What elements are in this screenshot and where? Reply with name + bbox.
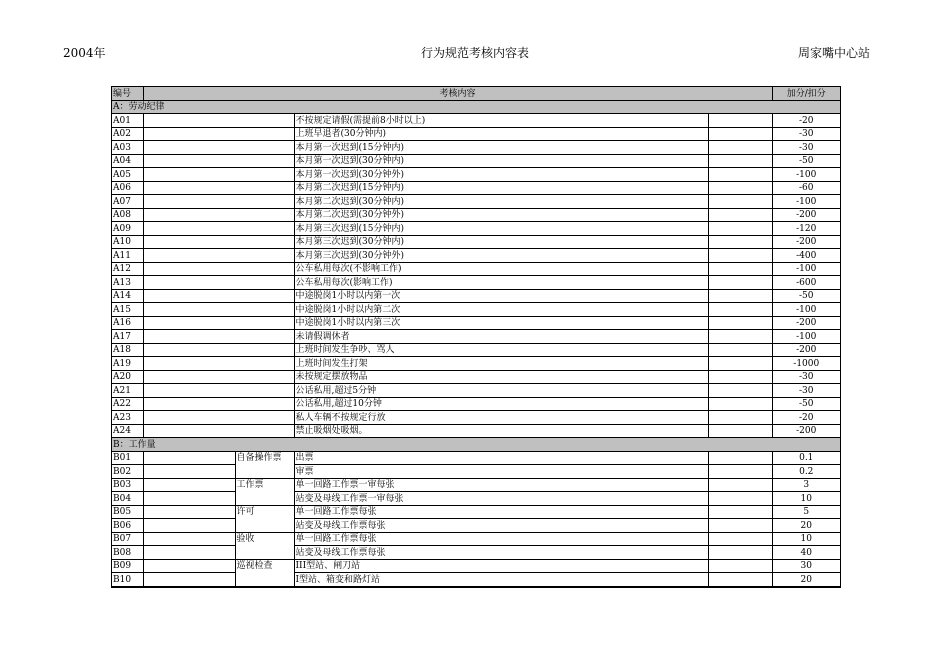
row-code: A02 xyxy=(112,127,143,141)
header-year: 2004年 xyxy=(63,46,106,60)
row-score: -20 xyxy=(772,114,840,128)
row-code: A06 xyxy=(112,181,143,195)
row-code: A16 xyxy=(112,316,143,330)
row-content: 公话私用,超过10分钟 xyxy=(294,397,708,411)
row-content: 站变及母线工作票一审每张 xyxy=(294,492,708,506)
empty-cell xyxy=(708,573,772,587)
row-score: 40 xyxy=(772,546,840,560)
empty-cell xyxy=(143,411,294,425)
table-row xyxy=(112,154,840,168)
empty-cell xyxy=(708,208,772,222)
row-code: A23 xyxy=(112,411,143,425)
row-score: -20 xyxy=(772,411,840,425)
table-row xyxy=(112,168,840,182)
empty-cell xyxy=(708,397,772,411)
table-row xyxy=(112,559,840,573)
table-row xyxy=(112,451,840,465)
table-row xyxy=(112,384,840,398)
group-label: 巡视检查 xyxy=(235,559,294,586)
empty-cell xyxy=(143,532,235,546)
empty-cell xyxy=(143,451,235,465)
empty-cell xyxy=(143,276,294,290)
row-code: A24 xyxy=(112,424,143,438)
empty-cell xyxy=(143,546,235,560)
table-row xyxy=(112,195,840,209)
table-row xyxy=(112,316,840,330)
row-content: 本月第二次迟到(30分钟外) xyxy=(294,208,708,222)
row-code: A14 xyxy=(112,289,143,303)
table-row xyxy=(112,276,840,290)
table-row xyxy=(112,370,840,384)
row-score: -100 xyxy=(772,195,840,209)
row-code: B09 xyxy=(112,559,143,573)
row-code: A05 xyxy=(112,168,143,182)
group-label: 自备操作票 xyxy=(235,451,294,478)
table-row xyxy=(112,208,840,222)
row-code: A03 xyxy=(112,141,143,155)
empty-cell xyxy=(143,114,294,128)
row-content: 单一回路工作票一审每张 xyxy=(294,478,708,492)
empty-cell xyxy=(143,303,294,317)
table-row xyxy=(112,222,840,236)
row-code: A15 xyxy=(112,303,143,317)
table-row xyxy=(112,397,840,411)
row-code: A18 xyxy=(112,343,143,357)
station-name: 周家嘴中心站 xyxy=(797,46,870,60)
row-score: 3 xyxy=(772,478,840,492)
row-content: 未按规定摆放物品 xyxy=(294,370,708,384)
row-code: A10 xyxy=(112,235,143,249)
empty-cell xyxy=(708,168,772,182)
empty-cell xyxy=(708,249,772,263)
empty-cell xyxy=(708,411,772,425)
empty-cell xyxy=(143,384,294,398)
table-header-row xyxy=(112,87,840,100)
group-label: 许可 xyxy=(235,505,294,532)
table-row xyxy=(112,303,840,317)
empty-cell xyxy=(143,289,294,303)
row-score: -30 xyxy=(772,370,840,384)
empty-cell xyxy=(143,424,294,438)
row-code: B04 xyxy=(112,492,143,506)
row-score: -30 xyxy=(772,384,840,398)
empty-cell xyxy=(143,505,235,519)
table-row xyxy=(112,114,840,128)
row-content: 公车私用每次(影响工作) xyxy=(294,276,708,290)
empty-cell xyxy=(143,154,294,168)
empty-cell xyxy=(708,330,772,344)
col-code-header: 编号 xyxy=(112,87,143,100)
empty-cell xyxy=(143,127,294,141)
empty-cell xyxy=(708,154,772,168)
section-a-title: A：劳动纪律 xyxy=(112,100,840,114)
row-score: -100 xyxy=(772,330,840,344)
row-content: 单一回路工作票每张 xyxy=(294,505,708,519)
row-code: A20 xyxy=(112,370,143,384)
section-b-row xyxy=(112,438,840,452)
empty-cell xyxy=(143,316,294,330)
row-score: -50 xyxy=(772,289,840,303)
row-code: A17 xyxy=(112,330,143,344)
empty-cell xyxy=(708,262,772,276)
empty-cell xyxy=(708,384,772,398)
row-score: 10 xyxy=(772,492,840,506)
empty-cell xyxy=(708,451,772,465)
row-score: 0.1 xyxy=(772,451,840,465)
row-content: III型站、闸刀站 xyxy=(294,559,708,573)
row-content: 上班时间发生打架 xyxy=(294,357,708,371)
row-content: 本月第一次迟到(15分钟内) xyxy=(294,141,708,155)
table-row xyxy=(112,492,840,506)
row-content: 本月第二次迟到(30分钟内) xyxy=(294,195,708,209)
empty-cell xyxy=(708,181,772,195)
row-content: 禁止吸烟处吸烟。 xyxy=(294,424,708,438)
row-score: -600 xyxy=(772,276,840,290)
empty-cell xyxy=(708,114,772,128)
row-content: 本月第二次迟到(15分钟内) xyxy=(294,181,708,195)
row-code: B07 xyxy=(112,532,143,546)
row-code: A13 xyxy=(112,276,143,290)
empty-cell xyxy=(143,235,294,249)
empty-cell xyxy=(708,343,772,357)
row-score: 0.2 xyxy=(772,465,840,479)
empty-cell xyxy=(708,222,772,236)
table-row xyxy=(112,357,840,371)
table-row xyxy=(112,141,840,155)
empty-cell xyxy=(708,532,772,546)
empty-cell xyxy=(708,492,772,506)
row-score: -200 xyxy=(772,424,840,438)
col-score-header: 加分/扣分 xyxy=(772,87,840,100)
row-score: -30 xyxy=(772,141,840,155)
row-code: A04 xyxy=(112,154,143,168)
row-code: A21 xyxy=(112,384,143,398)
empty-cell xyxy=(143,141,294,155)
table-row xyxy=(112,505,840,519)
table-row xyxy=(112,235,840,249)
table-row xyxy=(112,573,840,587)
row-score: 5 xyxy=(772,505,840,519)
empty-cell xyxy=(143,573,235,587)
row-content: 本月第一次迟到(30分钟内) xyxy=(294,154,708,168)
row-score: -1000 xyxy=(772,357,840,371)
empty-cell xyxy=(708,141,772,155)
row-content: 中途脱岗1小时以内第二次 xyxy=(294,303,708,317)
row-score: -50 xyxy=(772,154,840,168)
empty-cell xyxy=(708,505,772,519)
table-row xyxy=(112,532,840,546)
empty-cell xyxy=(708,357,772,371)
row-code: B06 xyxy=(112,519,143,533)
row-code: A01 xyxy=(112,114,143,128)
table-row xyxy=(112,546,840,560)
empty-cell xyxy=(708,303,772,317)
page-title: 行为规范考核内容表 xyxy=(420,46,529,60)
row-score: -30 xyxy=(772,127,840,141)
empty-cell xyxy=(143,262,294,276)
empty-cell xyxy=(143,559,235,573)
row-content: I型站、箱变和路灯站 xyxy=(294,573,708,587)
empty-cell xyxy=(143,343,294,357)
empty-cell xyxy=(143,195,294,209)
row-score: 20 xyxy=(772,519,840,533)
empty-cell xyxy=(143,249,294,263)
table-row xyxy=(112,519,840,533)
row-content: 中途脱岗1小时以内第一次 xyxy=(294,289,708,303)
empty-cell xyxy=(143,519,235,533)
row-code: A22 xyxy=(112,397,143,411)
group-label: 工作票 xyxy=(235,478,294,505)
row-score: 10 xyxy=(772,532,840,546)
row-content: 本月第三次迟到(15分钟内) xyxy=(294,222,708,236)
empty-cell xyxy=(143,492,235,506)
row-score: -200 xyxy=(772,235,840,249)
row-score: -100 xyxy=(772,262,840,276)
row-content: 上班早退者(30分钟内) xyxy=(294,127,708,141)
row-content: 私人车辆不按规定行放 xyxy=(294,411,708,425)
empty-cell xyxy=(143,208,294,222)
row-code: A12 xyxy=(112,262,143,276)
row-content: 中途脱岗1小时以内第三次 xyxy=(294,316,708,330)
empty-cell xyxy=(143,222,294,236)
row-content: 站变及母线工作票每张 xyxy=(294,519,708,533)
row-content: 本月第一次迟到(30分钟外) xyxy=(294,168,708,182)
row-score: -200 xyxy=(772,208,840,222)
table-row xyxy=(112,424,840,438)
table-row xyxy=(112,465,840,479)
row-content: 单一回路工作票每张 xyxy=(294,532,708,546)
col-content-header: 考核内容 xyxy=(143,87,772,100)
row-code: A11 xyxy=(112,249,143,263)
row-content: 公话私用,超过5分钟 xyxy=(294,384,708,398)
row-code: B10 xyxy=(112,573,143,587)
empty-cell xyxy=(708,276,772,290)
row-score: 20 xyxy=(772,573,840,587)
empty-cell xyxy=(708,289,772,303)
row-content: 未请假调休者 xyxy=(294,330,708,344)
row-score: -50 xyxy=(772,397,840,411)
empty-cell xyxy=(708,559,772,573)
table-row xyxy=(112,330,840,344)
table-row xyxy=(112,249,840,263)
empty-cell xyxy=(708,478,772,492)
row-score: -100 xyxy=(772,303,840,317)
row-code: A07 xyxy=(112,195,143,209)
row-content: 本月第三次迟到(30分钟外) xyxy=(294,249,708,263)
row-content: 站变及母线工作票每张 xyxy=(294,546,708,560)
empty-cell xyxy=(143,168,294,182)
row-content: 上班时间发生争吵、骂人 xyxy=(294,343,708,357)
table-row xyxy=(112,262,840,276)
row-code: B08 xyxy=(112,546,143,560)
section-a-row xyxy=(112,100,840,114)
section-b-title: B：工作量 xyxy=(112,438,840,452)
row-content: 不按规定请假(需提前8小时以上) xyxy=(294,114,708,128)
table-row xyxy=(112,289,840,303)
row-score: -120 xyxy=(772,222,840,236)
row-content: 本月第三次迟到(30分钟内) xyxy=(294,235,708,249)
table-row xyxy=(112,181,840,195)
empty-cell xyxy=(143,370,294,384)
row-score: -400 xyxy=(772,249,840,263)
empty-cell xyxy=(143,330,294,344)
row-code: B03 xyxy=(112,478,143,492)
empty-cell xyxy=(143,357,294,371)
empty-cell xyxy=(708,195,772,209)
row-score: -60 xyxy=(772,181,840,195)
row-score: 30 xyxy=(772,559,840,573)
empty-cell xyxy=(143,181,294,195)
assessment-table xyxy=(111,86,841,588)
row-code: B01 xyxy=(112,451,143,465)
empty-cell xyxy=(708,465,772,479)
row-score: -200 xyxy=(772,316,840,330)
empty-cell xyxy=(708,424,772,438)
group-label: 验收 xyxy=(235,532,294,559)
row-code: B02 xyxy=(112,465,143,479)
empty-cell xyxy=(708,370,772,384)
row-code: B05 xyxy=(112,505,143,519)
table-row xyxy=(112,478,840,492)
table-row xyxy=(112,343,840,357)
row-content: 审票 xyxy=(294,465,708,479)
table-row xyxy=(112,411,840,425)
empty-cell xyxy=(708,127,772,141)
table-row xyxy=(112,127,840,141)
empty-cell xyxy=(708,546,772,560)
empty-cell xyxy=(143,478,235,492)
row-content: 出票 xyxy=(294,451,708,465)
row-content: 公车私用每次(不影响工作) xyxy=(294,262,708,276)
row-code: A19 xyxy=(112,357,143,371)
empty-cell xyxy=(708,519,772,533)
empty-cell xyxy=(143,397,294,411)
row-code: A08 xyxy=(112,208,143,222)
empty-cell xyxy=(143,465,235,479)
empty-cell xyxy=(708,235,772,249)
empty-cell xyxy=(708,316,772,330)
row-score: -100 xyxy=(772,168,840,182)
row-code: A09 xyxy=(112,222,143,236)
row-score: -200 xyxy=(772,343,840,357)
